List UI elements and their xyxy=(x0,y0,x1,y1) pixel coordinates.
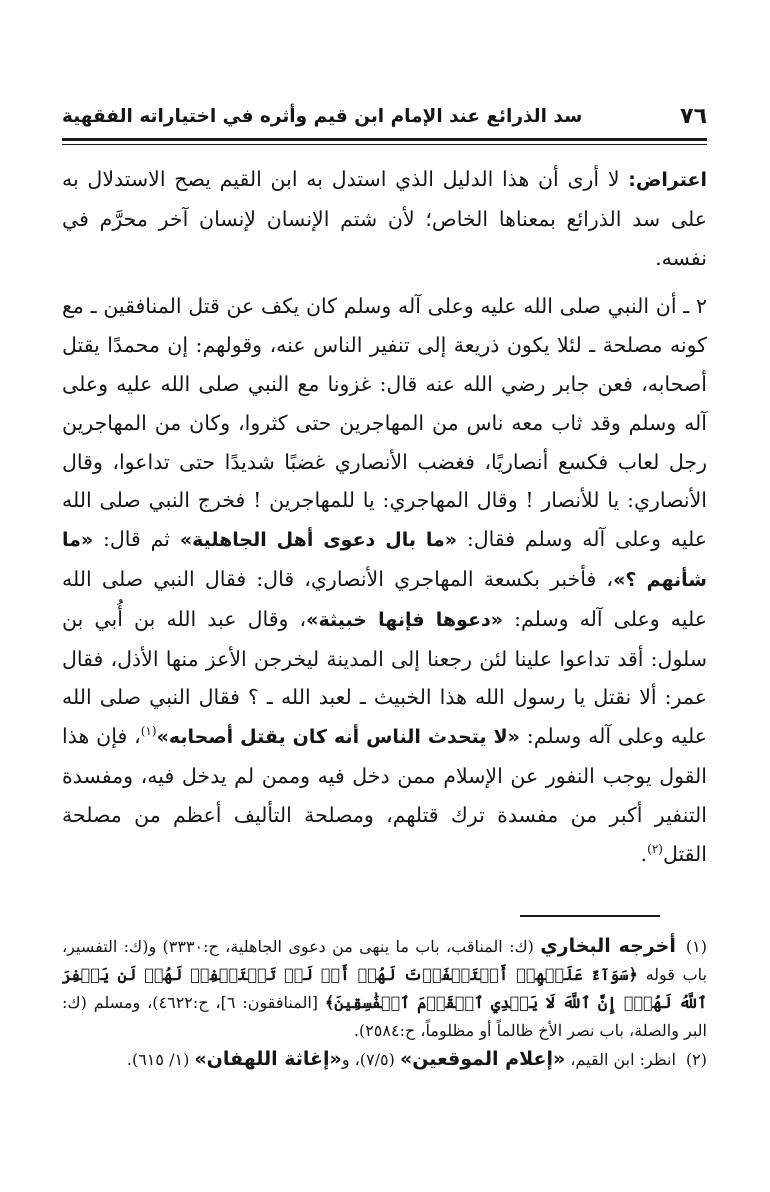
footnote-2-book-2: «إغاثة اللهفان» xyxy=(194,1048,342,1070)
footnote-1-text-a: (ك: المناقب، باب ما ينهى من دعوى الجاهلية، ح:٣٣٣٠) و(ك: التفسير، باب قوله xyxy=(62,937,707,984)
footnote-1-text-b: [المنافقون: ٦]، ح:٤٦٢٢)، ومسلم (ك: البر والصلة، باب نصر الأخ ظالماً أو مظلوماً، ح:٢٥٨٤). xyxy=(62,993,707,1040)
hadith-quote-4: «لا يتحدث الناس أنه كان يقتل أصحابه» xyxy=(156,726,520,749)
page-header xyxy=(62,96,707,136)
footnotes xyxy=(62,932,707,1074)
footnote-1-number: (١) xyxy=(685,937,707,956)
objection-text: لا أرى أن هذا الدليل الذي استدل به ابن القيم يصح الاستدلال به على سد الذرائع بمعناها الخاص؛ لأن شتم الإنسان لإنسان آخر محرَّم في نفسه. xyxy=(62,167,707,270)
footnote-2-text-a: انظر: ابن القيم، xyxy=(565,1050,676,1069)
footnote-separator xyxy=(520,915,660,917)
hadith-quote-2: «ما شأنهم ؟» xyxy=(62,529,707,591)
p2-text-b: ثم قال: xyxy=(93,527,180,552)
footnote-2 xyxy=(62,1045,707,1074)
second-point-paragraph xyxy=(62,287,707,873)
main-text xyxy=(62,160,707,873)
footnote-1 xyxy=(62,932,707,1045)
p2-text-e: ، فإن هذا القول يوجب النفور عن الإسلام ممن دخل فيه وممن لم يدخل فيه، ومفسدة التنفير أكبر من مفسدة ترك قتلهم، ومصلحة التأليف أعظم من مصلحة القتل xyxy=(62,724,707,866)
objection-label: اعتراض: xyxy=(628,169,707,191)
objection-paragraph xyxy=(62,160,707,277)
hadith-quote-1: «ما بال دعوى أهل الجاهلية» xyxy=(179,529,458,552)
footnote-2-text-d: (١/ ٦١٥). xyxy=(126,1050,195,1069)
footnote-ref-2[interactable]: (٢) xyxy=(647,841,663,856)
p2-text-d: ، وقال عبد الله بن أُبي بن سلول: أقد تداعوا علينا لئن رجعنا إلى المدينة ليخرجن الأعز منها الأذل، فقال عمر: ألا نقتل يا رسول الله هذا الخبيث ـ لعبد الله ـ ؟ فقال النبي صلى الله عليه وعلى آله وسلم: xyxy=(62,606,707,749)
footnote-2-number: (٢) xyxy=(685,1050,707,1069)
p2-text-a: ٢ ـ أن النبي صلى الله عليه وعلى آله وسلم كان يكف عن قتل المنافقين ـ مع كونه مصلحة ـ لئلا يكون ذريعة إلى تنفير الناس عنه، وقولهم: إن محمدًا يقتل أصحابه، فعن جابر رضي الله عنه قال: غزونا مع النبي صلى الله عليه وعلى آله وسلم وقد ثاب معه ناس من المهاجرين حتى كثروا، وكان من المهاجرين رجل لعاب فكسع أنصاريًا، فغضب الأنصاري غضبًا شديدًا حتى تداعوا، وقال الأنصاري: يا للأنصار ! وقال المهاجري: يا للمهاجرين ! فخرج النبي صلى الله عليه وعلى آله وسلم فقال: xyxy=(62,294,707,552)
header-rule-thick xyxy=(62,138,707,141)
footnote-2-book-1: «إعلام الموقعين» xyxy=(399,1048,566,1070)
p2-text-c: ، فأخبر بكسعة المهاجري الأنصاري، قال: فقال النبي صلى الله عليه وعلى آله وسلم: xyxy=(62,566,707,631)
hadith-quote-3: «دعوها فإنها خبيثة» xyxy=(306,608,503,631)
footnote-ref-1[interactable]: (١) xyxy=(140,724,157,739)
header-rule-thin xyxy=(62,144,707,145)
footnote-1-quran-verse: ﴿سَوَآءٌ عَلَيۡهِمۡ أَسۡتَغۡفَرۡتَ لَهُمۡ أَمۡ لَمۡ تَسۡتَغۡفِرۡ لَهُمۡ لَن يَغۡفِرَ ٱللَّهُ لَهُمۡۚ إِنَّ ٱللَّهَ لَا يَهۡدِي ٱلۡقَوۡمَ ٱلۡفَٰسِقِينَ﴾ xyxy=(62,965,708,1012)
footnote-1-source: أخرجه البخاري xyxy=(540,935,676,957)
book-title: سد الذرائع عند الإمام ابن قيم وأثره في اختياراته الفقهية xyxy=(62,105,583,127)
p2-text-end: . xyxy=(640,841,648,866)
footnote-2-text-c: (٧/٥)، و xyxy=(341,1050,400,1069)
page-number: ٧٦ xyxy=(680,103,707,129)
